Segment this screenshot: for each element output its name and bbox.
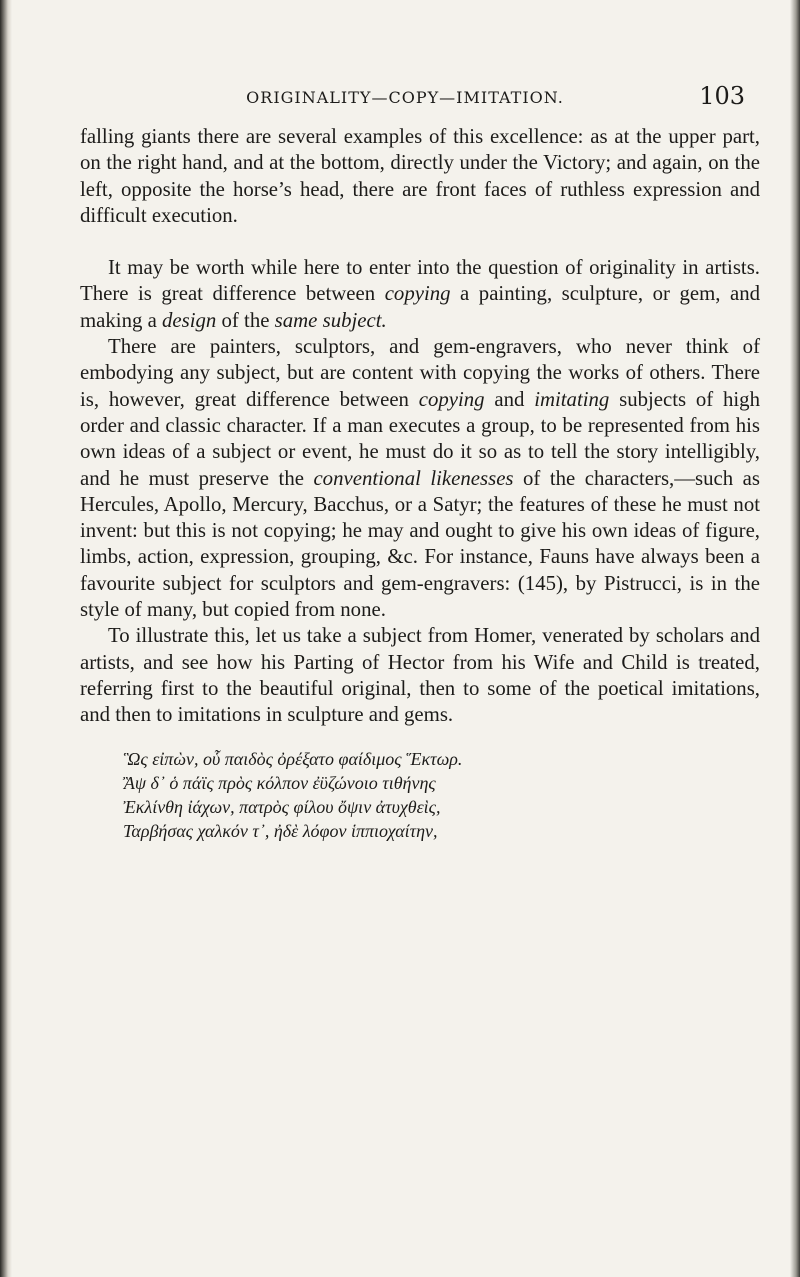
greek-quotation bbox=[123, 747, 760, 843]
italic-term-conventional-likenesses: conventional likenesses bbox=[313, 466, 514, 490]
italic-term-copying: copying bbox=[418, 387, 485, 411]
text-segment: subjects of high order and classic character. If a man executes a group, to be represented from his own ideas of a subject or event, he must do it so as to tell the story intelligibly, and he must preserve the bbox=[80, 387, 760, 490]
text-segment: falling giants there are several examples of this excellence: as at the upper part, on the right hand, and at the bottom, directly under the Victory; and again, on the left, opposite the horse’s head, there are front faces of ruthless expression and difficult execution. bbox=[80, 125, 760, 227]
text-segment: It may be worth while here to enter into the question of originality in artists. There is great difference between bbox=[80, 256, 760, 306]
italic-term-design: design bbox=[162, 308, 217, 332]
greek-line: Ἐκλίνθη ἰάχων, πατρὸς φίλου ὄψιν ἀτυχθεὶς, bbox=[123, 796, 441, 817]
text-segment: a painting, sculpture, or gem, and making a bbox=[80, 282, 760, 332]
running-head: ORIGINALITY—COPY—IMITATION. bbox=[246, 88, 564, 107]
page-edge-right bbox=[790, 0, 800, 1277]
italic-term-imitating: imitating bbox=[534, 387, 610, 411]
italic-term-copying: copying bbox=[384, 282, 451, 306]
page-edge-left bbox=[0, 0, 12, 1277]
text-segment: and bbox=[484, 387, 535, 411]
italic-term-same-subject: same subject. bbox=[274, 308, 387, 332]
body-text bbox=[80, 124, 760, 843]
page-header bbox=[65, 80, 745, 114]
text-segment: of the characters,—such as Hercules, Apollo, Mercury, Bacchus, or a Satyr; the features of these he must not invent: but this is not copying; he may and ought to give his own ideas of figure, limbs, action, expression, grouping, &c. For instance, Fauns have always been a favourite subject for sculptors and gem-engravers: (145), by Pistrucci, is in the style of many, but copied from none. bbox=[80, 466, 760, 622]
paragraph-originality bbox=[80, 255, 760, 334]
page-number: 103 bbox=[699, 82, 745, 110]
text-segment: of the bbox=[216, 308, 275, 332]
text-segment: There are painters, sculptors, and gem-engravers, who never think of embodying any subject, but are content with copying the works of others. There is, however, great difference between bbox=[80, 335, 760, 411]
greek-line: Ὣς εἰπὼν, οὗ παιδὸς ὀρέξατο φαίδιμος Ἕκτωρ. bbox=[123, 748, 463, 769]
paragraph-painters bbox=[80, 334, 760, 623]
paragraph-homer bbox=[80, 623, 760, 728]
paragraph-continued bbox=[80, 124, 760, 229]
greek-line: Ἂψ δ᾽ ὁ πάϊς πρὸς κόλπον ἐϋζώνοιο τιθήνης bbox=[123, 772, 436, 793]
text-segment: To illustrate this, let us take a subject from Homer, venerated by scholars and artists, and see how his Parting of Hector from his Wife and Child is treated, referring first to the beautiful original, then to some of the poetical imitations, and then to imitations in sculpture and gems. bbox=[80, 624, 760, 727]
greek-line: Ταρβήσας χαλκόν τ᾽, ἠδὲ λόφον ἱππιοχαίτην, bbox=[123, 820, 438, 841]
